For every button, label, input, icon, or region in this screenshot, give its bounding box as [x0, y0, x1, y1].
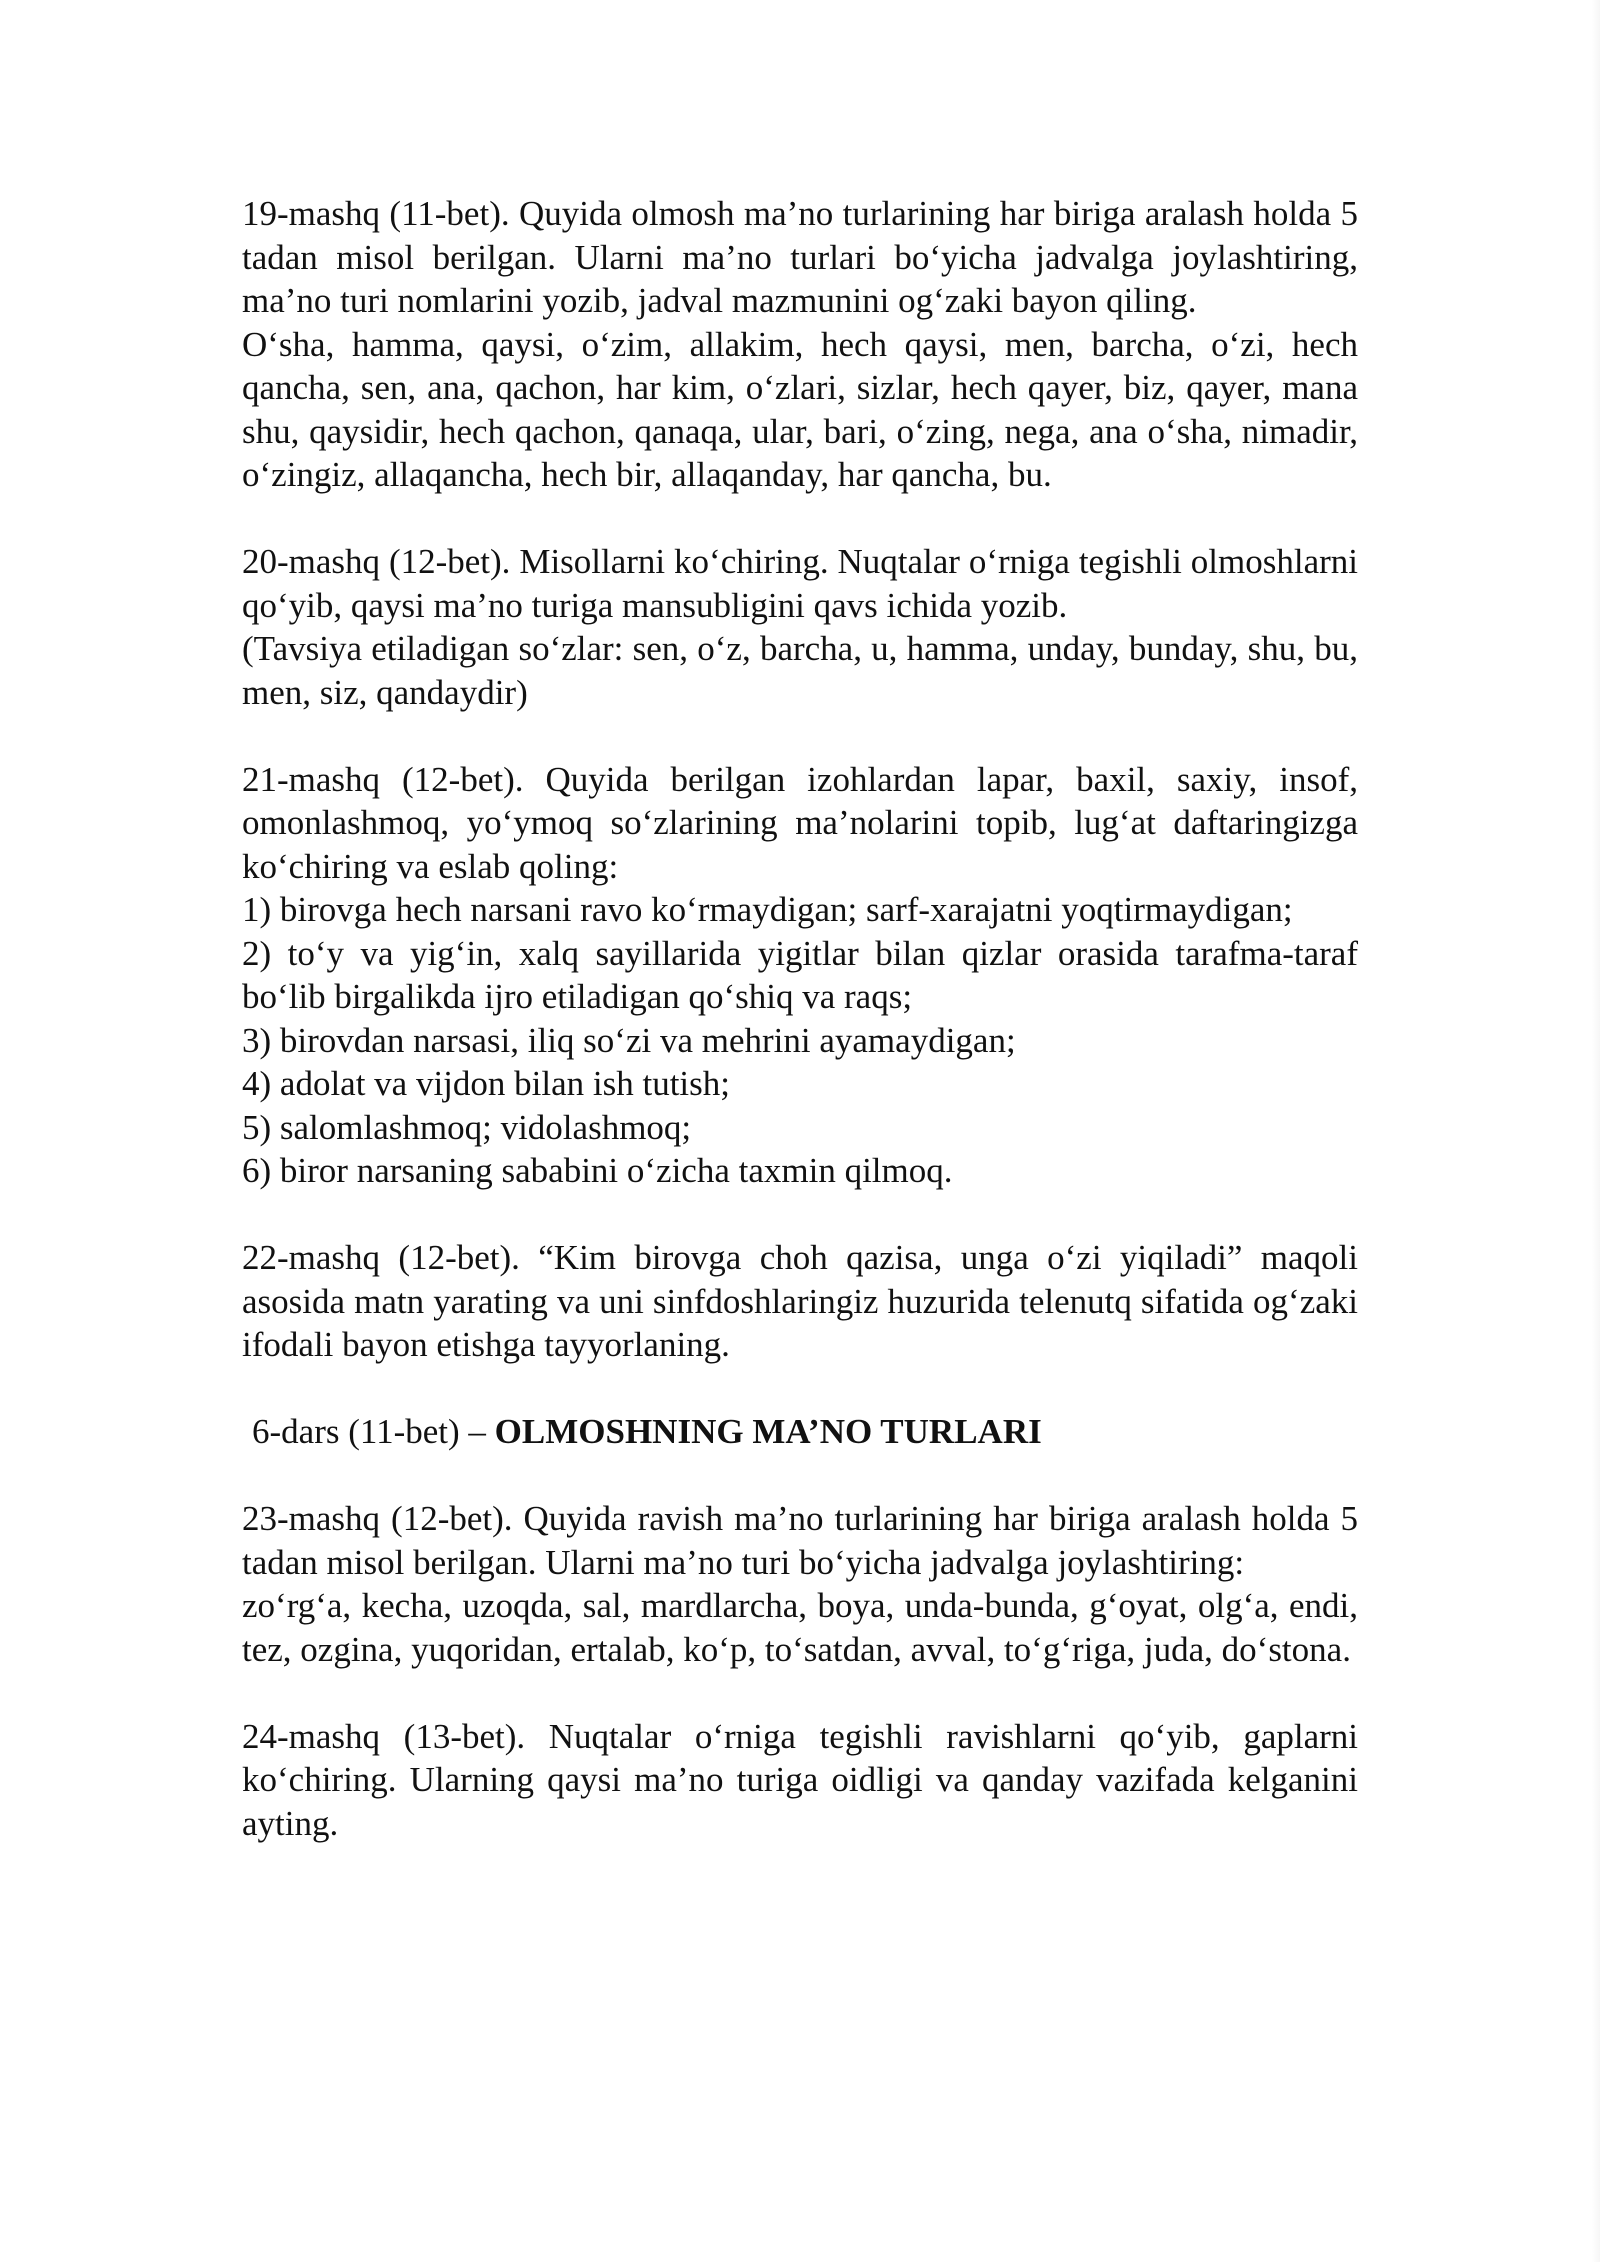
exercise-19-intro: 19-mashq (11-bet). Quyida olmosh ma’no turlarining har biriga aralash holda 5 tadan misol berilgan. Ularni ma’no turlari bo‘yicha jadvalga joylashtiring, ma’no turi nomlarini yozib, jadval mazmunini og‘zaki bayon qiling.	[242, 194, 1358, 320]
exercise-21-item-6: 6) biror narsaning sababini o‘zicha taxmin qilmoq.	[242, 1151, 953, 1190]
exercise-20-hint: (Tavsiya etiladigan so‘zlar: sen, o‘z, barcha, u, hamma, unday, bunday, shu, bu, men, siz, qandaydir)	[242, 629, 1358, 712]
document-page	[242, 192, 1358, 1845]
spacer	[242, 1367, 1358, 1411]
lesson-heading	[242, 1410, 1358, 1454]
exercise-23-intro: 23-mashq (12-bet). Quyida ravish ma’no turlarining har biriga aralash holda 5 tadan misol berilgan. Ularni ma’no turi bo‘yicha jadvalga joylashtiring:	[242, 1499, 1358, 1582]
page-edge-shade	[1592, 0, 1600, 2262]
spacer	[242, 1193, 1358, 1237]
exercise-20-intro: 20-mashq (12-bet). Misollarni ko‘chiring. Nuqtalar o‘rniga tegishli olmoshlarni qo‘yib, qaysi ma’no turiga mansubligini qavs ichida yozib.	[242, 542, 1358, 625]
exercise-24-text: 24-mashq (13-bet). Nuqtalar o‘rniga tegishli ravishlarni qo‘yib, gaplarni ko‘chiring. Ularning qaysi ma’no turiga oidligi va qanday vazifada kelganini ayting.	[242, 1716, 1358, 1843]
spacer	[242, 1671, 1358, 1715]
exercise-21-item-2: 2) to‘y va yig‘in, xalq sayillarida yigitlar bilan qizlar orasida tarafma-taraf bo‘lib birgalikda ijro etiladigan qo‘shiq va raqs;	[242, 933, 1358, 1016]
exercise-21-item-1: 1) birovga hech narsani ravo ko‘rmaydigan; sarf-xarajatni yoqtirmaydigan;	[242, 890, 1293, 929]
exercise-19-words: O‘sha, hamma, qaysi, o‘zim, allakim, hech qaysi, men, barcha, o‘zi, hech qancha, sen, ana, qachon, har kim, o‘zlari, sizlar, hech qayer, biz, qayer, mana shu, qaysidir, hech qachon, qanaqa, ular, bari, o‘zing, nega, ana o‘sha, nimadir, o‘zingiz, allaqancha, hech bir, allaqanday, har qancha, bu.	[242, 324, 1358, 494]
exercise-21-intro: 21-mashq (12-bet). Quyida berilgan izohlardan lapar, baxil, saxiy, insof, omonlashmoq, yo‘ymoq so‘zlarining ma’nolarini topib, lug‘at daftaringizga ko‘chiring va eslab qoling:	[242, 759, 1358, 886]
exercise-23-words: zo‘rg‘a, kecha, uzoqda, sal, mardlarcha, boya, unda-bunda, g‘oyat, olg‘a, endi, tez, ozgina, yuqoridan, ertalab, ko‘p, to‘satdan, avval, to‘g‘riga, juda, do‘stona.	[242, 1586, 1358, 1669]
exercise-21-item-3: 3) birovdan narsasi, iliq so‘zi va mehrini ayamaydigan;	[242, 1020, 1016, 1060]
exercise-21-item-4: 4) adolat va vijdon bilan ish tutish;	[242, 1064, 731, 1103]
lesson-title: OLMOSHNING MA’NO TURLARI	[494, 1412, 1042, 1451]
spacer	[242, 1454, 1358, 1498]
exercise-22-text: 22-mashq (12-bet). “Kim birovga choh qazisa, unga o‘zi yiqiladi” maqoli asosida matn yarating va uni sinfdoshlaringiz huzurida telenutq sifatida og‘zaki ifodali bayon etishga tayyorlaning.	[242, 1238, 1358, 1364]
spacer	[242, 497, 1358, 541]
spacer	[242, 714, 1358, 758]
exercise-21-item-5: 5) salomlashmoq; vidolashmoq;	[242, 1107, 692, 1147]
lesson-prefix: 6-dars (11-bet) –	[252, 1412, 495, 1451]
